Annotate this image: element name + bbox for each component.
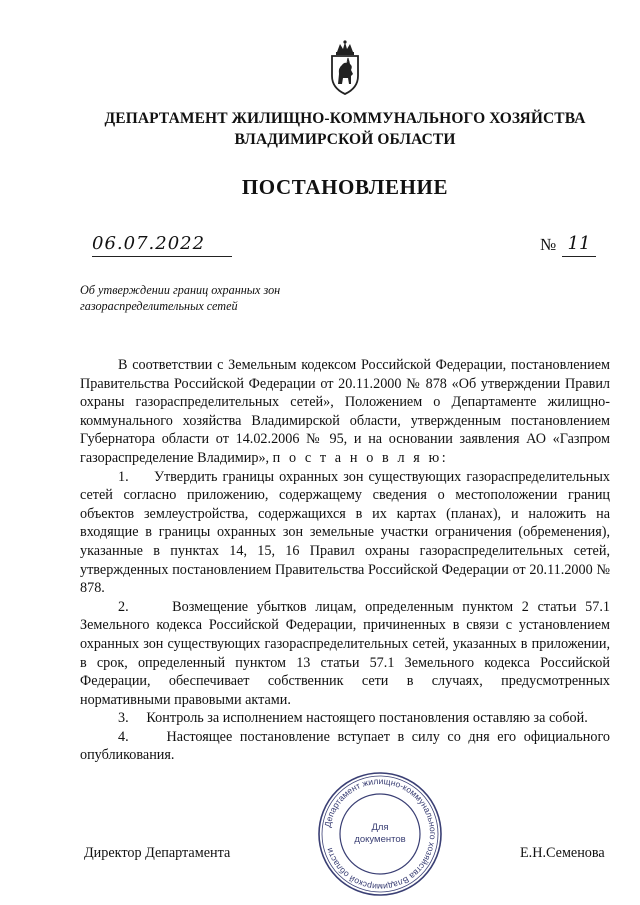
document-date: 06.07.2022 <box>92 232 232 257</box>
item-number-3: 3. <box>118 710 129 727</box>
number-sign: № <box>540 235 557 254</box>
coat-of-arms-icon <box>327 40 363 96</box>
item-paragraph-1 <box>80 468 610 598</box>
item-paragraph-3 <box>80 709 610 728</box>
organization-name-line1: ДЕПАРТАМЕНТ ЖИЛИЩНО-КОММУНАЛЬНОГО ХОЗЯЙСТВА <box>104 110 586 127</box>
intro-resolve-word: п о с т а н о в л я ю: <box>272 449 449 466</box>
organization-name-line2: ВЛАДИМИРСКОЙ ОБЛАСТИ <box>234 131 456 148</box>
item-text-1: Утвердить границы охранных зон существующих газораспределительных сетей согласно приложению, содержащему сведения о местоположении границ объектов землеустройства, содержащихся в их картах (планах), и наложить на входящие в границы охранных зон земельные участки ограничения (обременения), указанные в пунктах 14, 15, 16 Правил охраны газораспределительных сетей, утвержденных постановлением Правительства Российской Федерации от 20.11.2000 № 878. <box>80 468 610 597</box>
document-body <box>80 356 610 765</box>
intro-paragraph <box>80 356 610 468</box>
signatory-name: Е.Н.Семенова <box>520 845 605 861</box>
item-number-1: 1. <box>118 468 129 485</box>
stamp-ring-text: Департамент жилищно-коммунального хозяйства Владимирской области <box>322 775 439 893</box>
document-number <box>536 232 598 258</box>
official-stamp <box>316 770 444 898</box>
subject-line2: газораспределительных сетей <box>80 299 238 313</box>
document-subject <box>80 282 380 314</box>
number-value: 11 <box>562 232 596 257</box>
stamp-center-line1: Для <box>371 822 389 833</box>
intro-text: В соответствии с Земельным кодексом Российской Федерации, постановлением Правительства Российской Федерации от 20.11.2000 № 878 «Об утверждении Правил охраны газораспределительных сетей», Положением о Департаменте жилищно-коммунального хозяйства Владимирской области, утвержденным постановлением Губернатора области от 14.02.2006 № 95, и на основании заявления АО «Газпром газораспределение Владимир», <box>80 357 610 466</box>
document-type-title: ПОСТАНОВЛЕНИЕ <box>241 175 449 199</box>
item-paragraph-4 <box>80 728 610 765</box>
item-number-4: 4. <box>118 728 129 745</box>
item-text-2: Возмещение убытков лицам, определенным пунктом 2 статьи 57.1 Земельного кодекса Российской Федерации, причиненных в связи с установлением охранных зон существующих газораспределительных сетей, указанных в приложении, в срок, определенный пунктом 13 статьи 57.1 Земельного кодекса Российской Федерации, обеспечивает собственник сети в случаях, предусмотренных нормативными правовыми актами. <box>80 598 610 708</box>
subject-line1: Об утверждении границ охранных зон <box>80 283 281 297</box>
item-text-4: Настоящее постановление вступает в силу со дня его официального опубликования. <box>80 728 611 764</box>
signatory-role: Директор Департамента <box>84 845 231 861</box>
stamp-center-line2: документов <box>354 834 406 845</box>
item-number-2: 2. <box>118 598 129 615</box>
item-paragraph-2 <box>80 598 610 710</box>
item-text-3: Контроль за исполнением настоящего постановления оставляю за собой. <box>146 710 588 727</box>
